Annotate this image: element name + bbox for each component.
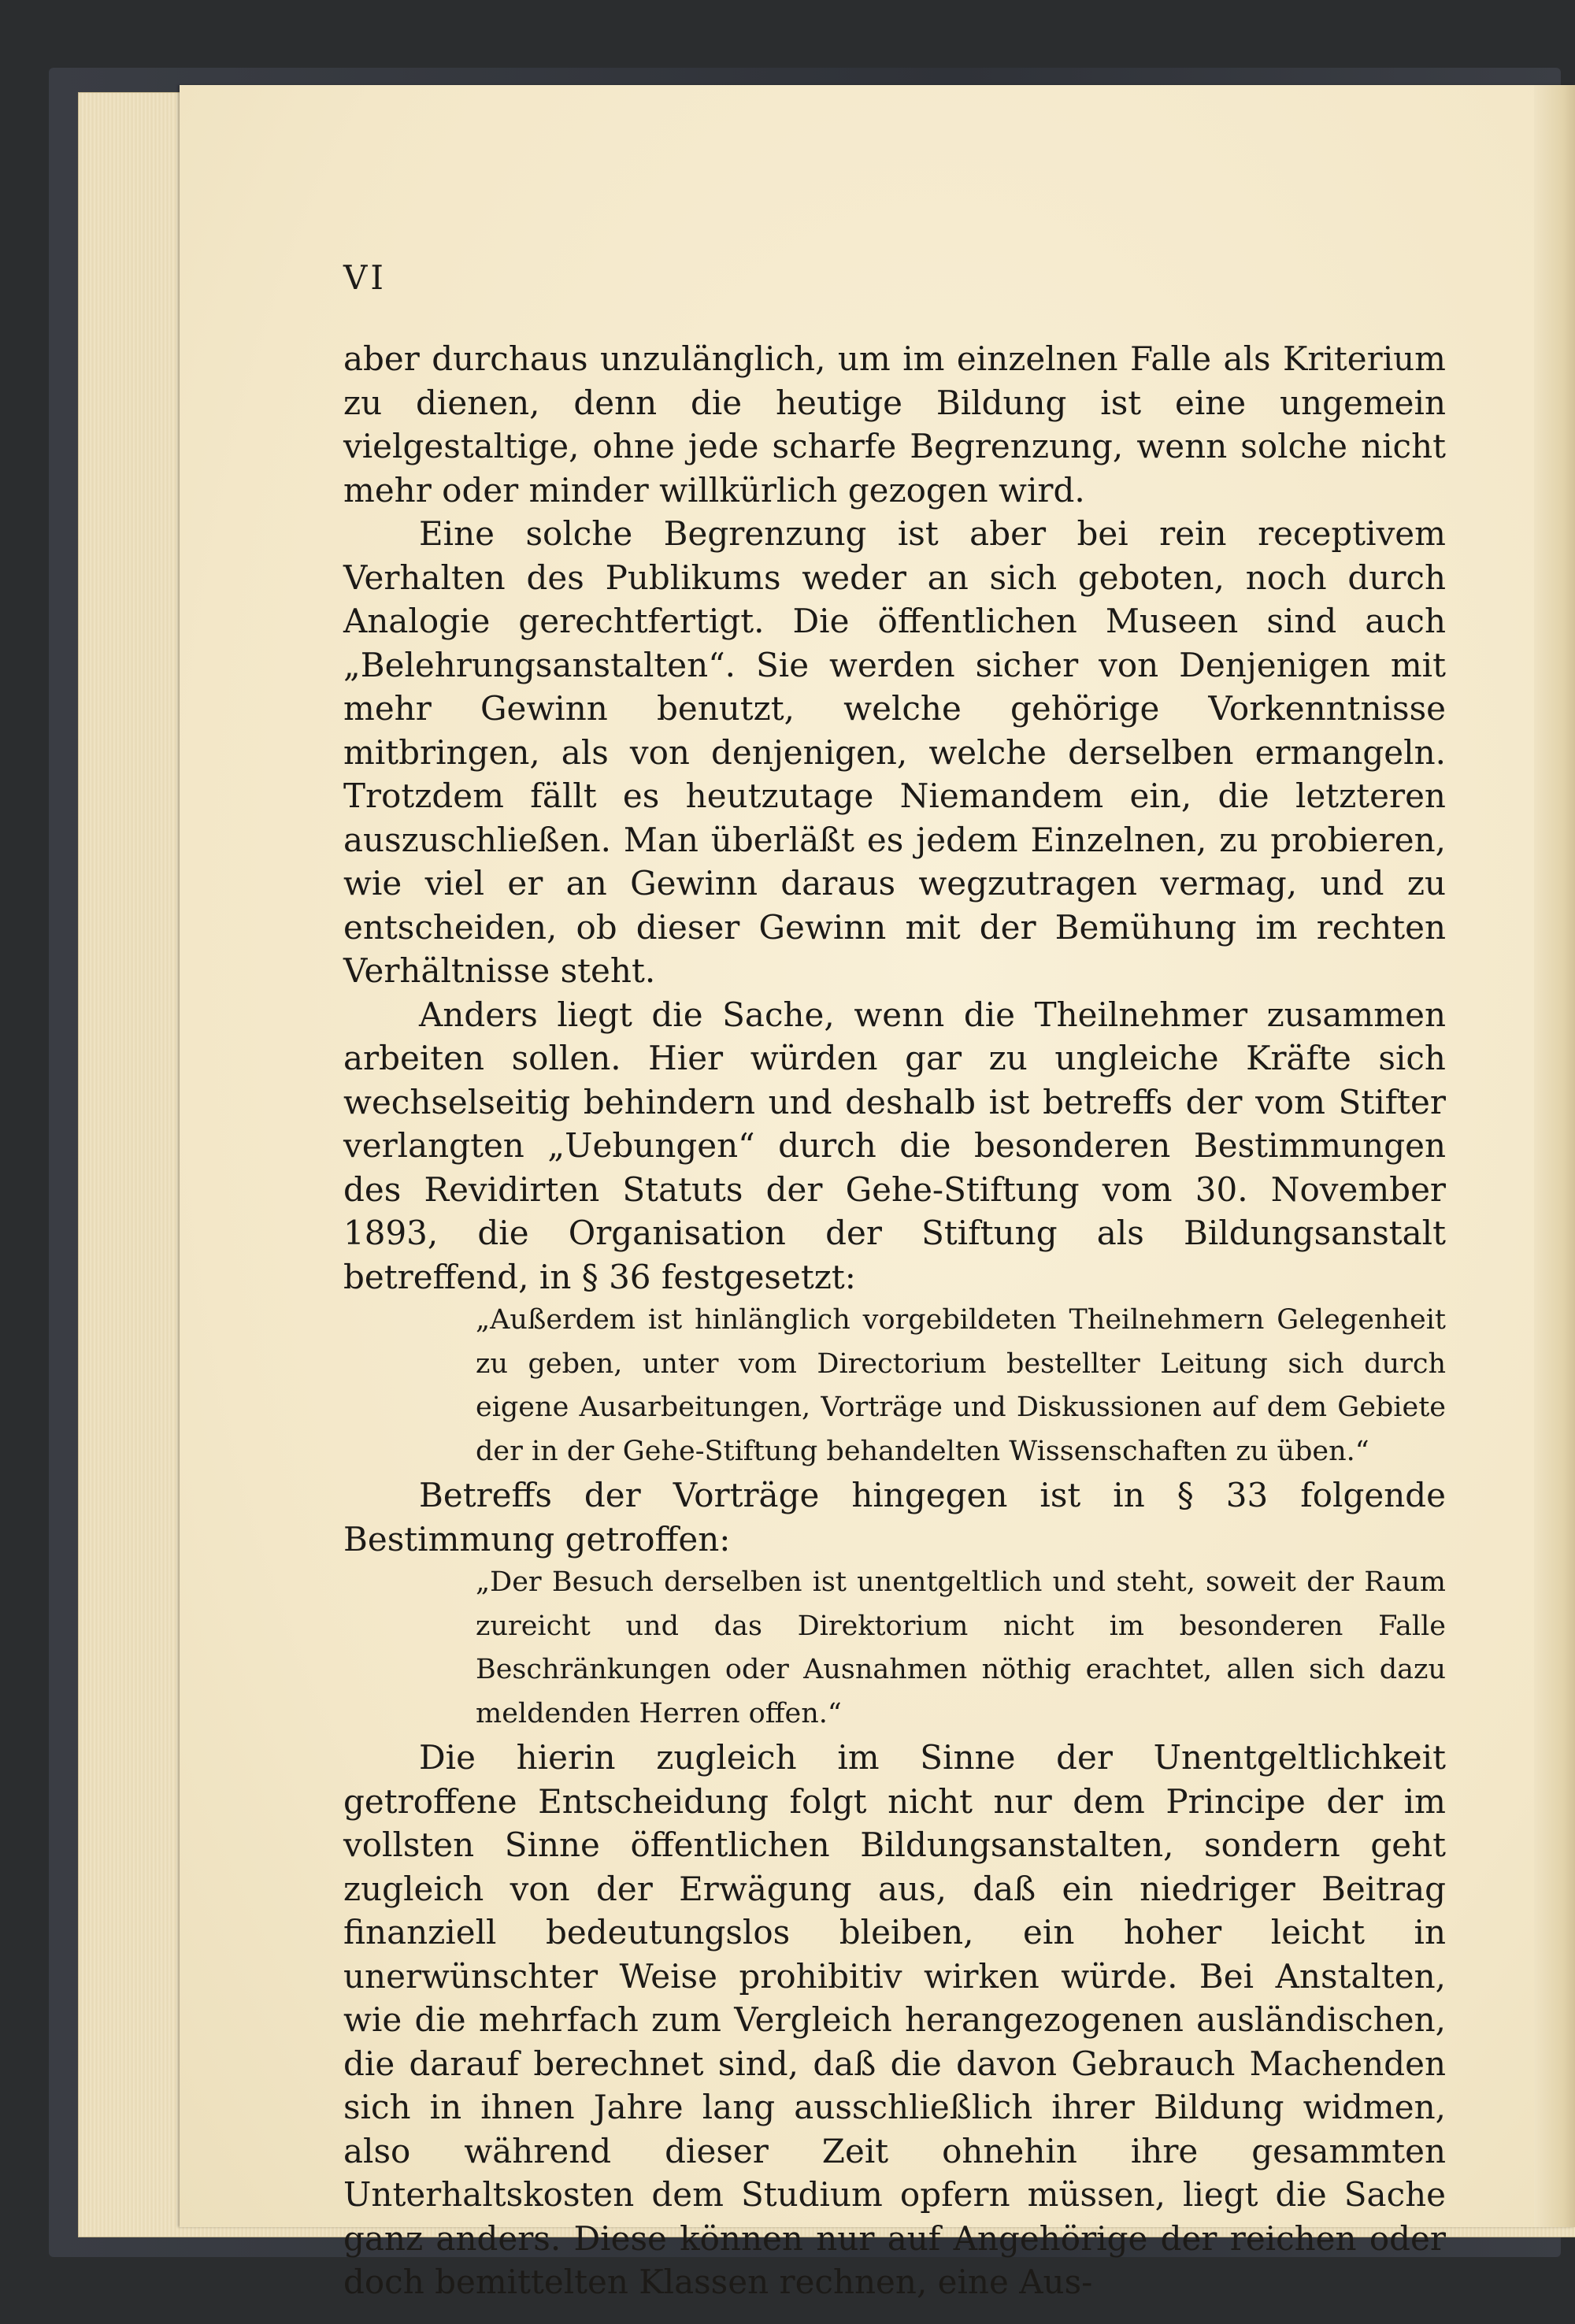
paragraph: Anders liegt die Sache, wenn die Theilnehmer zusammen arbeiten sollen. Hier würden gar zu ungleiche Kräfte sich wechselseitig behindern und deshalb ist betreffs der vom Stifter verlangten „Uebungen“ durch die besonderen Bestimmungen des Revidirten Statuts der Gehe-Stiftung vom 30. November 1893, die Organisation der Stiftung als Bildungsanstalt betreffend, in § 36 festgesetzt: (343, 995, 1446, 1296)
paragraph-continuation: aber durchaus unzulänglich, um im einzelnen Falle als Kriterium zu dienen, denn die heutige Bildung ist eine ungemein vielgestaltige, ohne jede scharfe Begrenzung, wenn solche nicht mehr oder minder willkürlich gezogen wird. (343, 339, 1446, 510)
block-quote-statute-36: „Außerdem ist hinlänglich vorgebildeten Theilnehmern Gelegenheit zu geben, unter vom Directorium bestellter Leitung sich durch eigene Ausarbeitungen, Vorträge und Diskussionen auf dem Gebiete der in der Gehe-Stiftung behandelten Wissenschaften zu üben.“ (476, 1304, 1446, 1467)
paragraph: Betreffs der Vorträge hingegen ist in § 33 folgende Bestimmung getroffen: (343, 1476, 1446, 1559)
page-number: VI (343, 258, 387, 297)
page-right-edge (1534, 85, 1575, 2227)
block-quote-statute-33: „Der Besuch derselben ist unentgeltlich und steht, soweit der Raum zureicht und das Direktorium nicht im besonderen Falle Beschränkungen oder Ausnahmen nöthig erachtet, allen sich dazu meldenden Herren offen.“ (476, 1566, 1446, 1729)
page-body (343, 337, 1446, 2304)
paragraph: Die hierin zugleich im Sinne der Unentgeltlichkeit getroffene Entscheidung folgt nicht nur dem Principe der im vollsten Sinne öffentlichen Bildungsanstalten, sondern geht zugleich von der Erwägung aus, daß ein niedriger Beitrag finanziell bedeutungslos bleiben, ein hoher leicht in unerwünschter Weise prohibitiv wirken würde. Bei Anstalten, wie die mehrfach zum Vergleich herangezogenen ausländischen, die darauf berechnet sind, daß die davon Gebrauch Machenden sich in ihnen Jahre lang ausschließlich ihrer Bildung widmen, also während dieser Zeit ohnehin ihre gesammten Unterhaltskosten dem Studium opfern müssen, liegt die Sache ganz anders. Diese können nur auf Angehörige der reichen oder doch bemittelten Klassen rechnen, eine Aus- (343, 1738, 1446, 2301)
paragraph: Eine solche Begrenzung ist aber bei rein receptivem Verhalten des Publikums weder an sich geboten, noch durch Analogie gerechtfertigt. Die öffentlichen Museen sind auch „Belehrungsanstalten“. Sie werden sicher von Denjenigen mit mehr Gewinn benutzt, welche gehörige Vorkenntnisse mitbringen, als von denjenigen, welche derselben ermangeln. Trotzdem fällt es heutzutage Niemandem ein, die letzteren auszuschließen. Man überläßt es jedem Einzelnen, zu probieren, wie viel er an Gewinn daraus wegzutragen vermag, und zu entscheiden, ob dieser Gewinn mit der Bemühung im rechten Verhältnisse steht. (343, 514, 1446, 990)
